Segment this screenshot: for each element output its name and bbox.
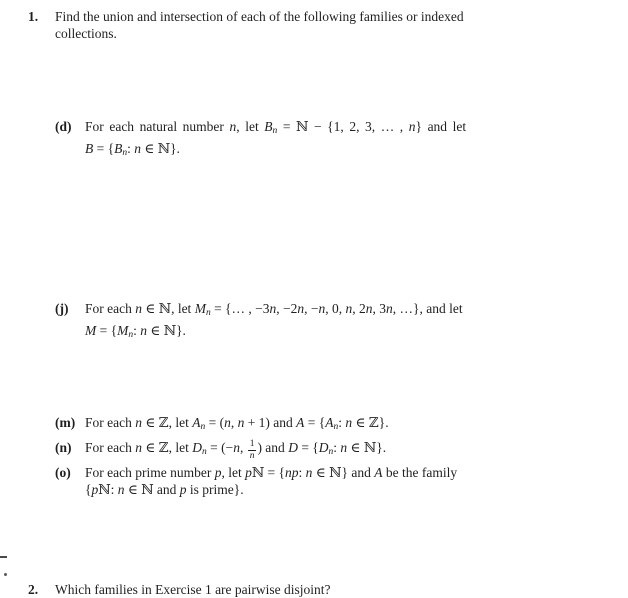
exercise-2 [28,581,628,598]
fraction: $\frac{1}{n}$ [249,439,255,461]
part-label-j: (j) [55,301,69,316]
text-line: Which families in Exercise 1 are pairwise disjoint? [55,582,331,597]
part-label-o: (o) [55,465,71,480]
exercise-part-d [55,118,628,162]
text-line: Find the union and intersection of each of the following families or indexed [55,9,464,24]
text-line: collections. [55,26,117,41]
text-line: $M = \{M_n$: n ∈ ℕ}. [85,323,186,340]
text-line: For each natural number n, let $B_n$ = ℕ − {1, 2, 3, … , n} and let [85,119,467,136]
exercise-part-n [55,439,628,462]
exercise-2-prompt [55,581,331,598]
exercise-part-o [55,464,628,498]
exercise-1 [28,8,628,42]
exercise-1-parts-list [28,118,628,498]
part-text-j [85,300,463,344]
text-line: For each n ∈ ℕ, let $M_n$ = {… , −3n, −2n, −n, 0, n, 2n, 3n, …}, and let [85,301,463,318]
scan-artifact-dash [0,556,7,558]
exercise-2-number: 2. [28,582,39,597]
text-line: $B = \{B_n$: n ∈ ℕ}. [85,141,180,158]
part-label-n: (n) [55,440,72,455]
part-text-d [85,118,466,162]
exercise-part-j [55,300,628,344]
text-line: {pℕ: n ∈ ℕ and p is prime}. [85,482,244,497]
exercise-1-prompt [55,8,464,42]
part-text-o [85,464,457,498]
text-line: For each n ∈ ℤ, let $A_n = (n$, n + 1) and $A = \{A_n$: n ∈ ℤ}. [85,415,389,432]
scan-artifact-dot [4,573,7,576]
part-text-m [85,414,389,436]
part-label-m: (m) [55,415,76,430]
text-line: For each n ∈ ℤ, let $D_n = (-n$, $\frac{1}{n}$ ) and $D = \{D_n$: n ∈ ℕ}. [85,439,387,461]
part-label-d: (d) [55,119,72,134]
exercise-part-m [55,414,628,436]
part-text-n [85,439,386,462]
text-line: For each prime number p, let pℕ = {np: n ∈ ℕ} and A be the family [85,465,458,480]
exercise-1-number: 1. [28,9,39,24]
